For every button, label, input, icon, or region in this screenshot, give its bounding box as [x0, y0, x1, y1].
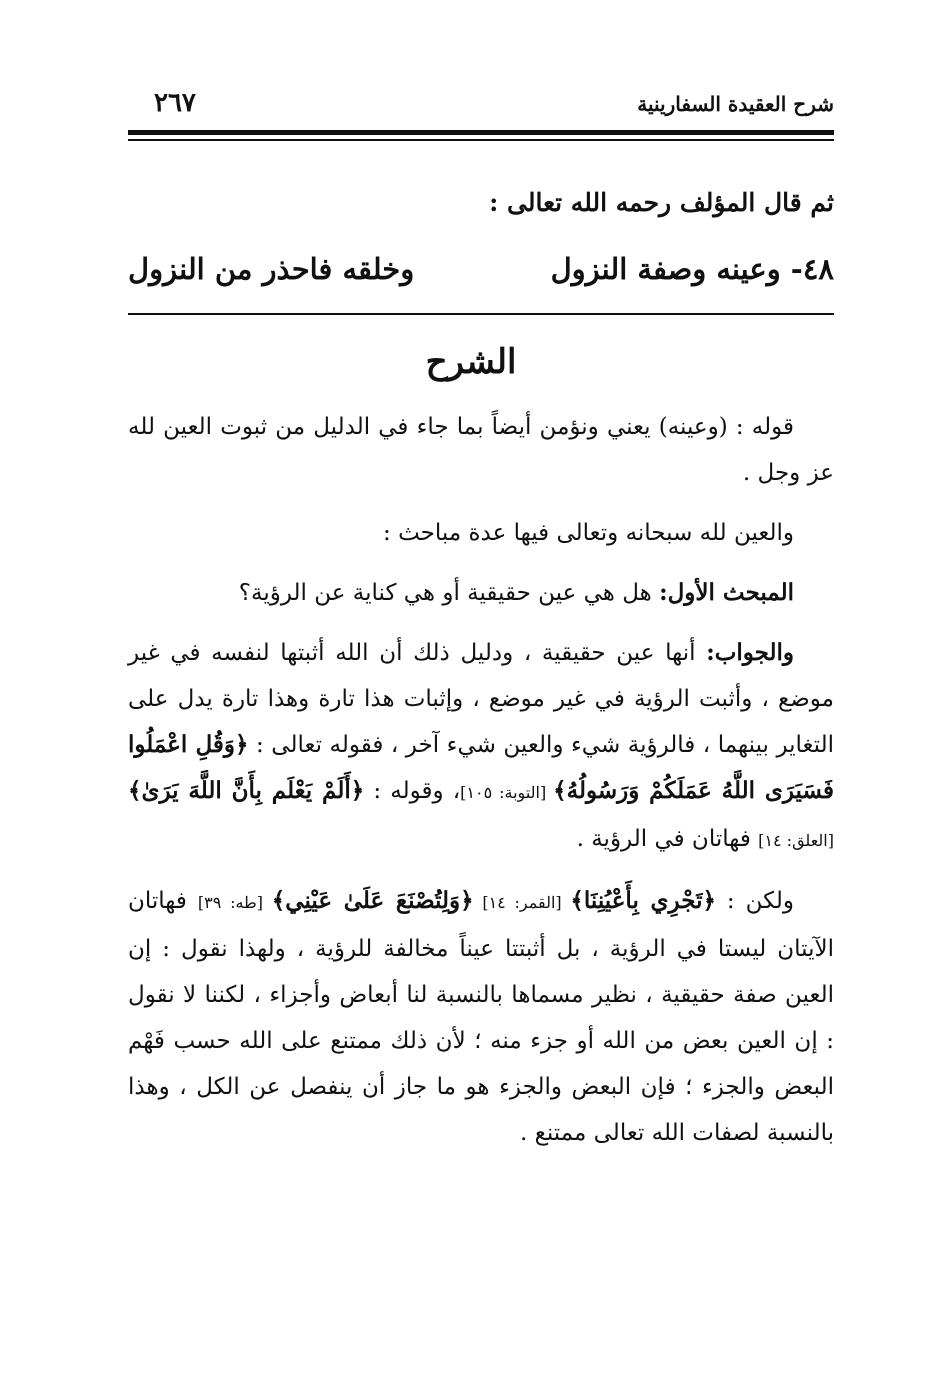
header-rule-thin [128, 139, 834, 141]
running-title: شرح العقيدة السفارينية [637, 92, 834, 116]
quran-verse: ﴿وَقُلِ اعْمَلُوا فَسَيَرَى اللَّهُ عَمَلَكُمْ وَرَسُولُهُ﴾ [128, 731, 835, 804]
paragraph-text: أنها عين حقيقية ، ودليل ذلك أن الله أثبتها لنفسه في غير موضع ، وأثبت الرؤية في غير موضع ، وإثبات هذا تارة وهذا تارة يدل على التغاير بينهما ، فالرؤية شيء والعين شيء آخر ، فقوله تعالى : [128, 640, 834, 758]
section-title: الشرح [425, 342, 517, 382]
verse-second-hemistich: وخلقه فاحذر من النزول [128, 252, 415, 286]
quran-verse: ﴿وَلِتُصْنَعَ عَلَىٰ عَيْنِي﴾ [271, 887, 474, 914]
paragraph-label: المبحث الأول: [659, 579, 794, 606]
paragraph [128, 630, 834, 864]
paragraph [128, 878, 834, 1156]
quran-citation: [التوبة: ١٠٥] [460, 783, 554, 802]
paragraph-text: هل هي عين حقيقية أو هي كناية عن الرؤية؟ [238, 580, 660, 606]
paragraph-text: فهاتان في الرؤية . [576, 826, 759, 852]
paragraph-label: والجواب: [706, 639, 794, 666]
intro-line: ثم قال المؤلف رحمه الله تعالى : [489, 188, 834, 217]
paragraph-text: والعين لله سبحانه وتعالى فيها عدة مباحث : [383, 520, 794, 546]
header-rule-thick [128, 130, 834, 135]
page-header [128, 88, 834, 128]
quran-citation: [العلق: ١٤] [758, 831, 834, 850]
verse-rule [128, 313, 834, 315]
quran-verse: ﴿تَجْرِي بِأَعْيُنِنَا﴾ [570, 887, 716, 914]
commentary-body [128, 404, 834, 1170]
paragraph-text: ، وقوله : [364, 778, 461, 804]
paragraph [128, 404, 834, 496]
verse-first-hemistich: ٤٨- وعينه وصفة النزول [550, 252, 834, 286]
paragraph [128, 510, 834, 556]
page-number: ٢٦٧ [154, 88, 196, 118]
paragraph-text: ولكن : [715, 888, 794, 914]
quran-verse: ﴿أَلَمْ يَعْلَم بِأَنَّ اللَّهَ يَرَىٰ﴾ [128, 777, 365, 804]
poem-verse [128, 252, 834, 298]
paragraph [128, 570, 834, 616]
quran-citation: [القمر: ١٤] [473, 893, 571, 912]
paragraph-text: فهاتان الآيتان ليستا في الرؤية ، بل أثبتتا عيناً مخالفة للرؤية ، ولهذا نقول : إن العين صفة حقيقية ، نظير مسماها بالنسبة لنا أبعاض وأجزاء ، لكننا لا نقول : إن العين بعض من الله أو جزء منه ؛ لأن ذلك ممتنع على الله حسب فَهْم البعض والجزء ؛ فإن البعض والجزء هو ما جاز أن ينفصل عن الكل ، وهذا بالنسبة لصفات الله تعالى ممتنع . [128, 888, 834, 1146]
paragraph-text: قوله : (وعينه) يعني ونؤمن أيضاً بما جاء في الدليل من ثبوت العين لله عز وجل . [128, 414, 834, 486]
quran-citation: [طه: ٣٩] [197, 893, 272, 912]
